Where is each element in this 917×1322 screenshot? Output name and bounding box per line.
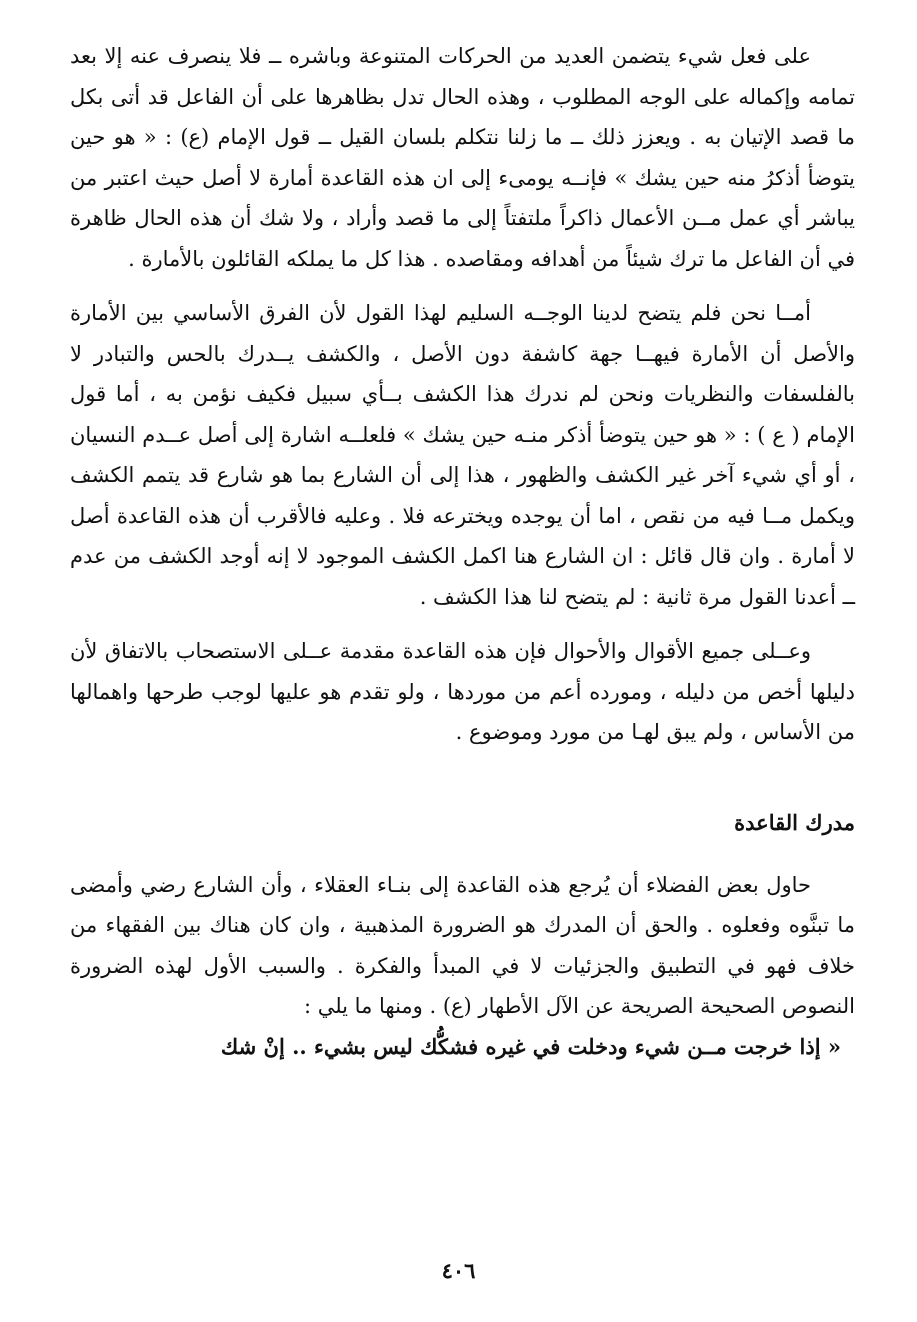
paragraph-3: وعــلى جميع الأقوال والأحوال فإن هذه القاعدة مقدمة عــلى الاستصحاب بالاتفاق لأن دليلها أخص من دليله ، ومورده أعم من موردها ، ولو تقدم هو عليها لوجب طرحها واهمالها من الأساس ، ولم يبق لهـا من مورد وموضوع . (70, 639, 855, 744)
paragraph-1: على فعل شيء يتضمن العديد من الحركات المتنوعة وباشره ــ فلا ينصرف عنه إلا بعد تمامه وإكماله على الوجه المطلوب ، وهذه الحال تدل بظاهرها على أن الفاعل قد أتى بكل ما قصد الإتيان به . ويعزز ذلك ــ ما زلنا نتكلم بلسان القيل ــ قول الإمام (ع) : « هو حين يتوضأ أذكرُ منه حين يشك » فإنــه يومىء إلى ان هذه القاعدة أمارة لا أصل حيث اعتبر من يباشر أي عمل مــن الأعمال ذاكراً ملتفتاً إلى ما قصد وأراد ، ولا شك أن هذه الحال ظاهرة في أن الفاعل ما ترك شيئاً من أهدافه ومقاصده . هذا كل ما يملكه القائلون بالأمارة . (70, 44, 855, 271)
paragraph-2: أمــا نحن فلم يتضح لدينا الوجــه السليم لهذا القول لأن الفرق الأساسي بين الأمارة والأصل أن الأمارة فيهــا جهة كاشفة دون الأصل ، والكشف يــدرك بالحس والتبادر لا بالفلسفات والنظريات ونحن لم ندرك هذا الكشف بــأي سبيل فكيف نؤمن به ، أما قول الإمام ( ع ) : « هو حين يتوضأ أذكر منـه حين يشك » فلعلــه اشارة إلى أصل عــدم النسيان ، أو أي شيء آخر غير الكشف والظهور ، هذا إلى أن الشارع بما هو شارع قد يتمم الكشف ويكمل مــا فيه من نقص ، اما أن يوجده ويخترعه فلا . وعليه فالأقرب أن هذه القاعدة أصل لا أمارة . وان قال قائل : ان الشارع هنا اكمل الكشف الموجود لا إنه أوجد الكشف من عدم ــ أعدنا القول مرة ثانية : لم يتضح لنا هذا الكشف . (70, 301, 855, 609)
page-number: ٤٠٦ (441, 1258, 476, 1283)
quote-line: « إذا خرجت مــن شيء ودخلت في غيره فشكُّك ليس بشيء .. إنْ شك (220, 1033, 841, 1059)
paragraph-4: حاول بعض الفضلاء أن يُرجع هذه القاعدة إلى بنـاء العقلاء ، وأن الشارع رضي وأمضى ما تبنَّوه وفعلوه . والحق أن المدرك هو الضرورة المذهبية ، وان كان هناك بين الفقهاء من خلاف فهو في التطبيق والجزئيات لا في المبدأ والفكرة . والسبب الأول لهذه الضرورة النصوص الصحيحة الصريحة عن الآل الأطهار (ع) . ومنها ما يلي : (70, 872, 855, 1018)
section-heading: مدرك القاعدة (734, 809, 855, 835)
